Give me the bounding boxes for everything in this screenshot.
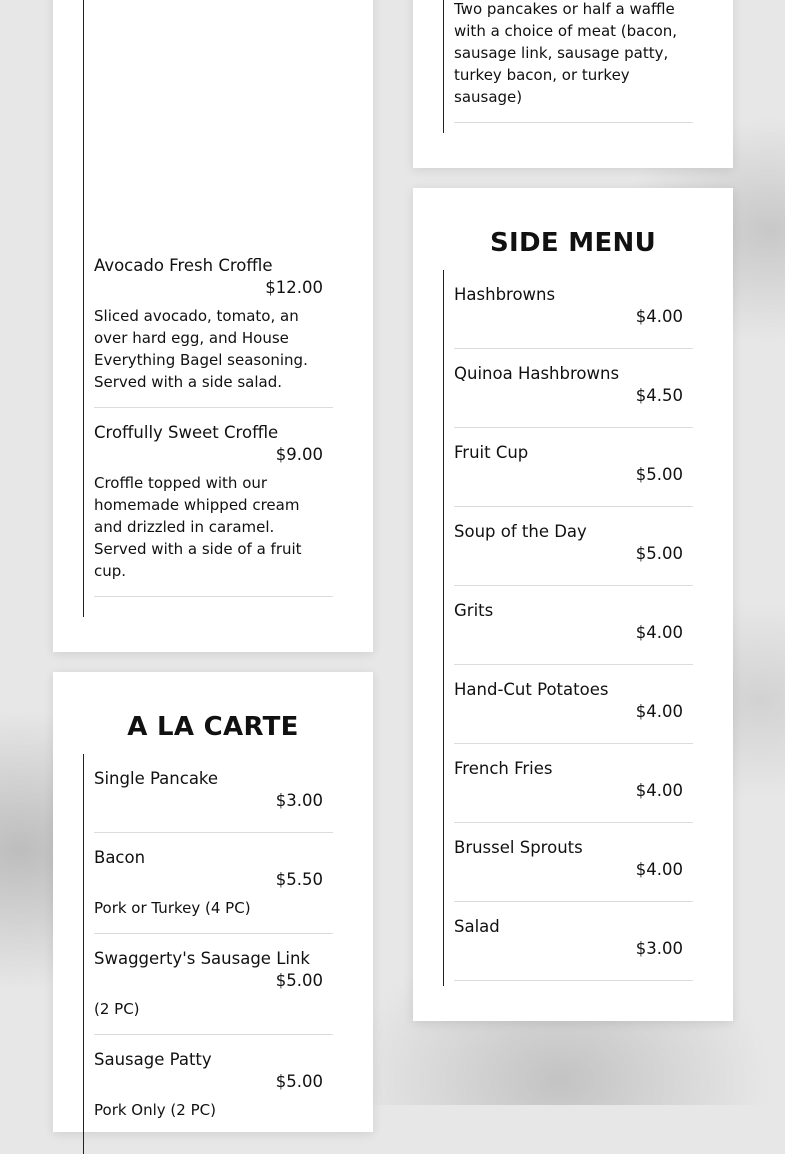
menu-item bbox=[94, 754, 333, 833]
menu-item-description: Pork Only (2 PC) bbox=[94, 1101, 216, 1119]
menu-item-price: $9.00 bbox=[275, 445, 323, 464]
menu-item-name: Croffully Sweet Croffle bbox=[94, 423, 279, 442]
menu-item-list bbox=[83, 754, 333, 1154]
menu-item-list bbox=[443, 0, 693, 133]
menu-item bbox=[454, 823, 693, 902]
menu-item-list bbox=[443, 270, 693, 986]
menu-item-name: Grits bbox=[454, 601, 494, 620]
menu-item-name: Brussel Sprouts bbox=[454, 838, 583, 857]
menu-item-price: $5.00 bbox=[275, 1072, 323, 1091]
menu-item-price: $4.00 bbox=[635, 860, 683, 879]
menu-item-description: (2 PC) bbox=[94, 1000, 140, 1018]
menu-item-name: Soup of the Day bbox=[454, 522, 587, 541]
menu-item-price: $5.00 bbox=[275, 971, 323, 990]
image-area bbox=[84, 0, 333, 241]
menu-item-name: Swaggerty's Sausage Link bbox=[94, 949, 310, 968]
menu-item bbox=[94, 408, 333, 597]
menu-item bbox=[454, 349, 693, 428]
menu-item-description: Pork or Turkey (4 PC) bbox=[94, 899, 251, 917]
menu-item bbox=[454, 428, 693, 507]
menu-item-price: $4.00 bbox=[635, 702, 683, 721]
menu-item-name: Quinoa Hashbrowns bbox=[454, 364, 620, 383]
menu-item bbox=[94, 934, 333, 1035]
menu-item-price: $4.00 bbox=[635, 307, 683, 326]
menu-item bbox=[94, 1035, 333, 1136]
menu-item-price: $5.00 bbox=[635, 544, 683, 563]
menu-item bbox=[454, 507, 693, 586]
menu-item-description: Two pancakes or half a waffle with a choice of meat (bacon, sausage link, sausage patty, turkey bacon, or turkey sausage) bbox=[454, 0, 678, 106]
menu-item bbox=[94, 833, 333, 934]
menu-item-name: Avocado Fresh Croffle bbox=[94, 256, 273, 275]
menu-item bbox=[454, 902, 693, 981]
menu-item-name: Salad bbox=[454, 917, 500, 936]
menu-item bbox=[94, 241, 333, 408]
menu-item bbox=[454, 744, 693, 823]
menu-item-price: $4.00 bbox=[635, 623, 683, 642]
menu-item bbox=[454, 665, 693, 744]
menu-item-price: $3.00 bbox=[635, 939, 683, 958]
menu-item-price: $5.50 bbox=[275, 870, 323, 889]
menu-item-list bbox=[83, 0, 333, 617]
menu-item-name: French Fries bbox=[454, 759, 553, 778]
section-title: SIDE MENU bbox=[490, 228, 656, 258]
menu-card-combos bbox=[413, 0, 733, 168]
menu-item-name: Hand-Cut Potatoes bbox=[454, 680, 609, 699]
section-title: A LA CARTE bbox=[127, 712, 299, 742]
menu-item-name: Hashbrowns bbox=[454, 285, 556, 304]
menu-item bbox=[454, 0, 693, 123]
menu-item-price: $4.00 bbox=[635, 781, 683, 800]
menu-item-name: Single Pancake bbox=[94, 769, 219, 788]
menu-item-price: $4.50 bbox=[635, 386, 683, 405]
menu-item-name: Sausage Patty bbox=[94, 1050, 212, 1069]
menu-item bbox=[454, 586, 693, 665]
menu-item-price: $5.00 bbox=[635, 465, 683, 484]
menu-item-description: Sliced avocado, tomato, an over hard egg, and House Everything Bagel seasoning. Served with a side salad. bbox=[94, 307, 308, 391]
menu-card-side-menu bbox=[413, 188, 733, 1021]
menu-card-a-la-carte bbox=[53, 672, 373, 1132]
menu-item bbox=[454, 270, 693, 349]
menu-item-price: $3.00 bbox=[275, 791, 323, 810]
menu-card-croffles bbox=[53, 0, 373, 652]
menu-item-name: Fruit Cup bbox=[454, 443, 529, 462]
menu-item-description: Croffle topped with our homemade whipped cream and drizzled in caramel. Served with a side of a fruit cup. bbox=[94, 474, 302, 580]
menu-item-price: $12.00 bbox=[265, 278, 323, 297]
menu-item-name: Bacon bbox=[94, 848, 146, 867]
